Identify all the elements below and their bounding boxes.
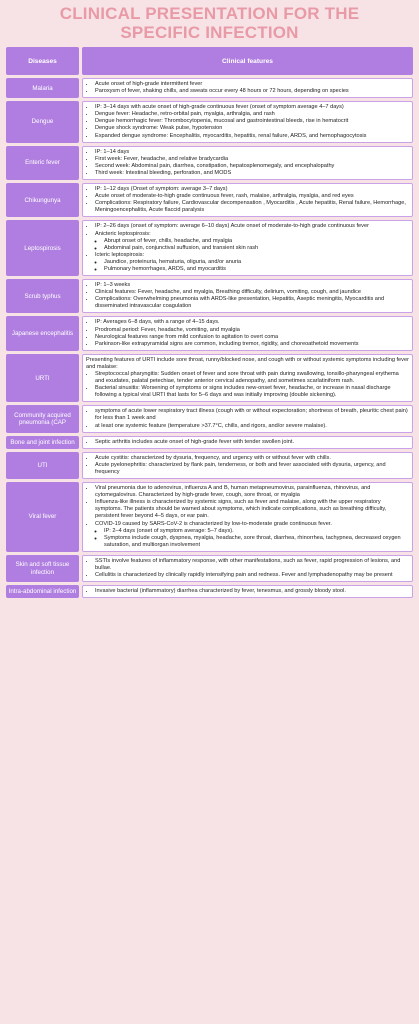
disease-name: Dengue <box>6 101 79 142</box>
disease-name: Chikungunya <box>6 183 79 217</box>
page-title <box>0 0 419 44</box>
feature-item: • Clinical features: Fever, headache, and myalgia, Breathing difficulty, delirium, vomiting, cough, and jaundice <box>95 289 409 296</box>
feature-item: • Acute onset of high-grade intermittent fever <box>95 81 409 88</box>
clinical-features <box>82 482 413 552</box>
feature-item: • Paroxysm of fever, shaking chills, and sweats occur every 48 hours or 72 hours, depending on species <box>95 88 409 95</box>
feature-item: • IP: Averages 6–8 days, with a range of 4–15 days. <box>95 319 409 326</box>
sub-feature-item: ◦ Abdominal pain, conjunctival suffusion, and transient skin rash <box>104 245 409 252</box>
feature-item: • Dengue fever: Headache, retro-orbital pain, myalgia, arthralgia, and rash <box>95 111 409 118</box>
table-row-skin-soft-tissue <box>6 555 413 582</box>
feature-item: • symptoms of acute lower respiratory tract illness (cough with or without expectoration; shortness of breath, pleuritic chest pain) for less than 1 week and <box>95 408 409 422</box>
feature-item: • Prodromal period: Fever, headache, vomiting, and myalgia <box>95 327 409 334</box>
feature-item: • IP: 1–14 days <box>95 149 409 156</box>
table-header-row <box>6 47 413 75</box>
table-row-uti <box>6 452 413 479</box>
anicteric-label: Anicteric leptospirosis: <box>95 230 151 237</box>
feature-item: • Acute cystitis: characterized by dysuria, frequency, and urgency with or without fever with chills. <box>95 455 409 462</box>
feature-item: • Acute pyelonephritis: characterized by flank pain, tenderness, or both and fever associated with dysuria, urgency, and frequency <box>95 462 409 476</box>
title-line-1: CLINICAL PRESENTATION FOR THE <box>59 4 360 23</box>
clinical-features <box>82 405 413 432</box>
disease-name: Skin and soft tissue infection <box>6 555 79 582</box>
feature-item: • Cellulitis is characterized by clinically rapidly intensifying pain and redness. Fever and lymphadenopathy may be present <box>95 572 409 579</box>
feature-item: • Acute onset of moderate-to-high grade continuous fever, rash, malaise, arthralgia, myalgia, and red eyes <box>95 193 409 200</box>
feature-item: • Third week: Intestinal bleeding, perforation, and MODS <box>95 170 409 177</box>
table-row-intra-abdominal <box>6 585 413 598</box>
feature-item: • IP: 1–3 weeks <box>95 282 409 289</box>
clinical-features <box>82 78 413 98</box>
urti-intro: Presenting features of URTI include sore throat, runny/blocked nose, and cough with or without systemic symptoms including fever and malaise: <box>86 356 409 370</box>
clinical-features <box>82 452 413 479</box>
clinical-table <box>3 44 416 601</box>
disease-name: Community acquired pneumonia (CAP <box>6 405 79 432</box>
feature-item: • Septic arthritis includes acute onset of high-grade fever with tender swollen joint. <box>95 439 409 446</box>
table-row-dengue <box>6 101 413 142</box>
feature-item <box>95 231 409 252</box>
table-row-viral-fever <box>6 482 413 552</box>
disease-name: Japanese encephalitis <box>6 316 79 350</box>
disease-name: UTI <box>6 452 79 479</box>
table-row-japanese-encephalitis <box>6 316 413 350</box>
table-row-chikungunya <box>6 183 413 217</box>
clinical-features <box>82 316 413 350</box>
sub-feature-item: ◦ IP: 2–4 days (onset of symptom average: 5–7 days). <box>104 528 409 535</box>
sub-feature-item: ◦ Abrupt onset of fever, chills, headache, and myalgia <box>104 238 409 245</box>
clinical-features <box>82 183 413 217</box>
table-row-cap <box>6 405 413 432</box>
sub-feature-item: ◦ Jaundice, proteinuria, hematuria, oliguria, and/or anuria <box>104 259 409 266</box>
disease-name: Leptospirosis <box>6 220 79 276</box>
feature-item: • IP: 1–12 days (Onset of symptom: average 3–7 days) <box>95 186 409 193</box>
clinical-features <box>82 220 413 276</box>
feature-item: • Viral pneumonia due to adenovirus, influenza A and B, human metapneumovirus, parainfluenza, rhinovirus, and cytomegalovirus. Characterized by high-grade fever, cough, sore throat, or myalgia <box>95 485 409 499</box>
table-row-urti <box>6 354 413 403</box>
feature-item: • IP: 2–26 days (onset of symptom: average 6–10 days) Acute onset of moderate-to-high grade continuous fever <box>95 223 409 230</box>
feature-item: • Neurological features range from mild confusion to agitation to overt coma <box>95 334 409 341</box>
clinical-features <box>82 354 413 403</box>
features-header: Clinical features <box>82 47 413 75</box>
feature-item: • Dengue hemorrhagic fever: Thrombocytopenia, mucosal and gastrointestinal bleeds, rise in hematocrit <box>95 118 409 125</box>
feature-item: • First week: Fever, headache, and relative bradycardia <box>95 156 409 163</box>
covid-label: COVID-19 caused by SARS-CoV-2 is characterized by low-to-moderate grade continuous fever. <box>95 520 332 527</box>
disease-name: Intra-abdominal infection <box>6 585 79 598</box>
disease-name: Bone and joint infection <box>6 436 79 449</box>
feature-item: • Invasive bacterial (inflammatory) diarrhea characterized by fever, tenesmus, and grossly bloody stool. <box>95 588 409 595</box>
feature-item: • Influenza-like illness is characterized by systemic signs, such as fever and malaise, along with the upper respiratory symptoms. The patients should be warned about symptoms, which indicate complications, such as breathing difficulty, persistent fever beyond 4–5 days, or ear pain. <box>95 499 409 520</box>
feature-item: • Complications: Respiratory failure, Cardiovascular decompensation , Myocarditis , Acute hepatitis, Renal failure, Hemorrhage, Meningoencephalitis, Acute flaccid paralysis <box>95 200 409 214</box>
sub-feature-item: ◦ Pulmonary hemorrhages, ARDS, and myocarditis <box>104 266 409 273</box>
clinical-features <box>82 279 413 313</box>
disease-name: Scrub typhus <box>6 279 79 313</box>
table-row-scrub-typhus <box>6 279 413 313</box>
table-row-enteric-fever <box>6 146 413 180</box>
feature-item: • Parkinson-like extrapyramidal signs are common, including tremor, rigidity, and choreoathetoid movements <box>95 341 409 348</box>
feature-item <box>95 252 409 273</box>
clinical-features <box>82 146 413 180</box>
title-line-2: SPECIFIC INFECTION <box>120 23 299 42</box>
disease-name: URTI <box>6 354 79 403</box>
feature-item: • IP: 3–14 days with acute onset of high-grade continuous fever (onset of symptom average 4–7 days) <box>95 104 409 111</box>
disease-name: Malaria <box>6 78 79 98</box>
feature-item: • Expanded dengue syndrome: Encephalitis, myocarditis, hepatitis, renal failure, ARDS, and hemophagocytosis <box>95 133 409 140</box>
feature-item: • Streptococcal pharyngitis: Sudden onset of fever and sore throat with pain during swallowing, tonsillo-pharyngeal erythema and exudates, palatal petechiae, tender anterior cervical adenopathy, and sometimes scarlatiniform rash. <box>95 371 409 385</box>
clinical-features <box>82 436 413 449</box>
icteric-label: Icteric leptospirosis: <box>95 251 145 258</box>
table-row-bone-joint <box>6 436 413 449</box>
clinical-features <box>82 101 413 142</box>
clinical-features <box>82 555 413 582</box>
feature-item: • Second week: Abdominal pain, diarrhea, constipation, hepatosplenomegaly, and encephalopathy <box>95 163 409 170</box>
sub-feature-item: ◦ Symptoms include cough, dyspnea, myalgia, headache, sore throat, diarrhea, rhinorrhea, tachypnea, decreased oxygen saturation, and multiorgan involvement <box>104 535 409 549</box>
table-row-malaria <box>6 78 413 98</box>
feature-item: • Bacterial sinusitis: Worsening of symptoms or signs includes new-onset fever, headache, or increase in nasal discharge following a typical viral URTI that lasts for 5–6 days and was initially improving (double sickening). <box>95 385 409 399</box>
feature-item <box>95 521 409 549</box>
feature-item: • Complications: Overwhelming pneumonia with ARDS-like presentation, Hepatitis, Aseptic meningitis, Myocarditis and disseminated intravascular coagulation <box>95 296 409 310</box>
feature-item: • SSTIs involve features of inflammatory response, with other manifestations, such as fever, rapid progression of lesions, and bullae. <box>95 558 409 572</box>
disease-name: Viral fever <box>6 482 79 552</box>
diseases-header: Diseases <box>6 47 79 75</box>
feature-item: • at least one systemic feature (temperature >37.7°C, chills, and rigors, and/or severe malaise). <box>95 423 409 430</box>
disease-name: Enteric fever <box>6 146 79 180</box>
clinical-features <box>82 585 413 598</box>
feature-item: • Dengue shock syndrome: Weak pulse, hypotension <box>95 125 409 132</box>
table-row-leptospirosis <box>6 220 413 276</box>
